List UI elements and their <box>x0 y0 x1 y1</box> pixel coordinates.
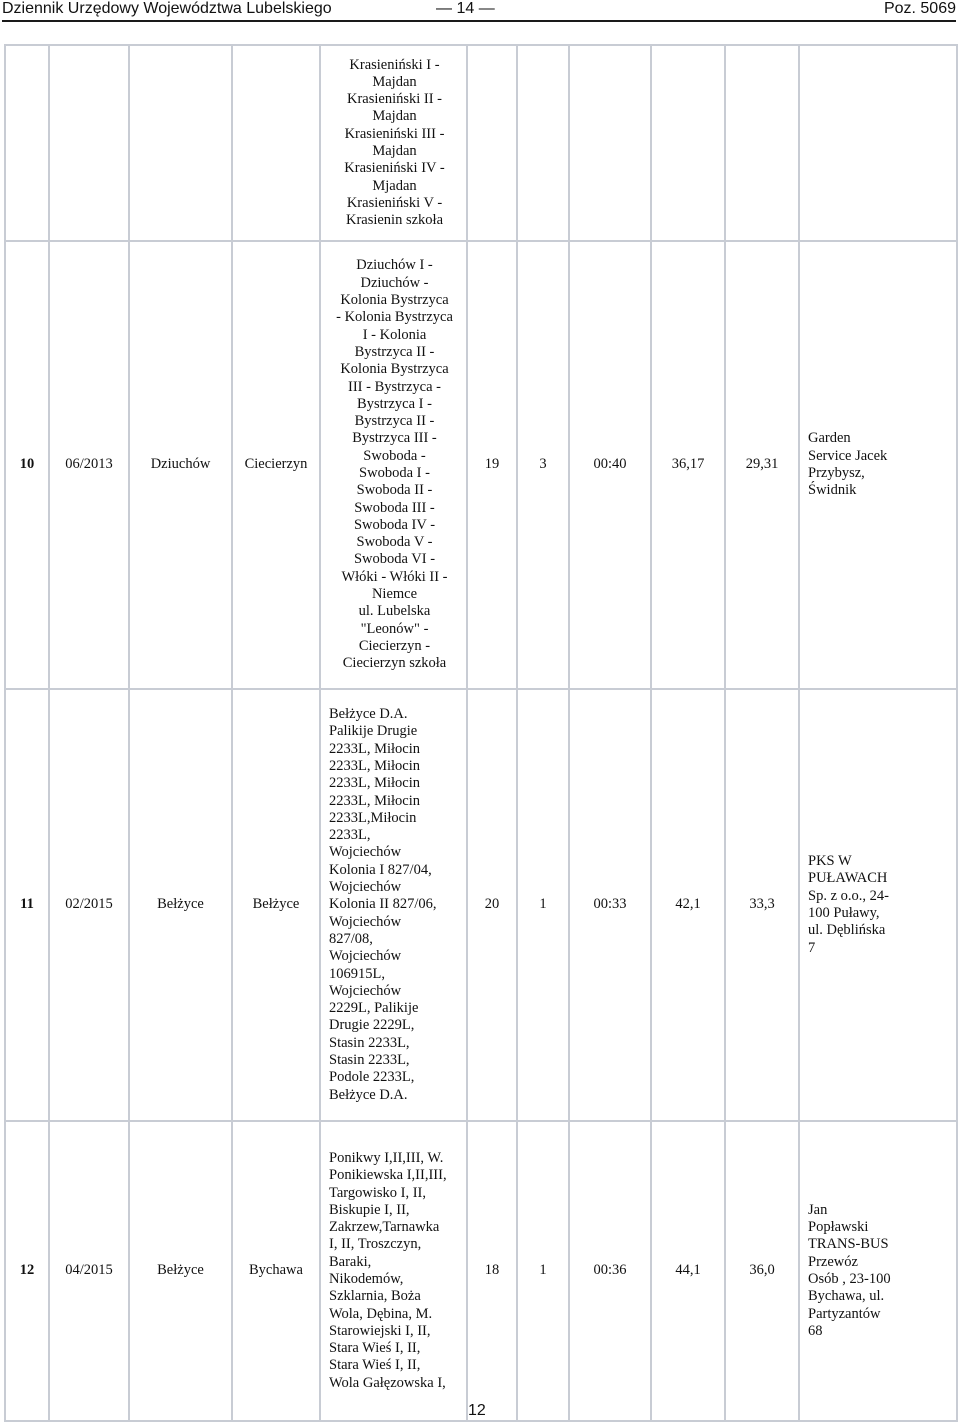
route-length-alt: 29,31 <box>725 241 799 689</box>
travel-time: 00:36 <box>569 1121 651 1421</box>
route-from: Bełżyce <box>129 1121 232 1421</box>
route-length-alt: 33,3 <box>725 689 799 1121</box>
route-stops-line: 827/08, <box>329 930 373 947</box>
route-stops-line: 2233L,Miłocin <box>329 809 417 826</box>
route-stops-line: Krasieniński II - <box>346 91 443 108</box>
courses-count: 1 <box>517 689 569 1121</box>
operator-line: Bychawa, ul. <box>808 1288 885 1305</box>
operator <box>799 1121 957 1421</box>
operator-line: Świdnik <box>808 482 857 499</box>
route-stops-line: I - Kolonia <box>362 326 427 343</box>
route-stops-line: 2233L, Miłocin <box>329 792 421 809</box>
route-code: 06/2013 <box>49 241 129 689</box>
route-stops-line: Starowiejski I, II, <box>329 1322 431 1339</box>
route-stops-line: Swoboda I - <box>359 465 430 481</box>
route-stops-line: Mjadan <box>372 177 417 194</box>
route-stops-line: Drugie 2229L, <box>329 1017 415 1034</box>
table-row <box>5 241 957 689</box>
position-number: Poz. 5069 <box>883 0 956 17</box>
route-code: 04/2015 <box>49 1121 129 1421</box>
stops-count: 20 <box>467 689 517 1121</box>
route-length: 36,17 <box>651 241 725 689</box>
operator-line: Przewóz <box>808 1253 858 1270</box>
route-stops-line: "Leonów" - <box>360 620 429 637</box>
operator-line: Garden <box>808 430 851 447</box>
operator-line: 100 Puławy, <box>808 905 880 921</box>
route-stops-line: Targowisko I, II, <box>329 1184 426 1201</box>
route-stops-line: Stasin 2233L, <box>329 1034 410 1051</box>
route-stops-line: ul. Lubelska <box>358 603 431 620</box>
route-stops-line: 106915L, <box>329 965 385 982</box>
route-number: 12 <box>5 1121 49 1421</box>
stops-count <box>467 45 517 241</box>
route-stops <box>320 241 467 689</box>
page-footer-number: 12 <box>468 1402 486 1419</box>
route-stops-line: Szklarnia, Boża <box>329 1288 421 1305</box>
route-stops-line: Dziuchów - <box>360 274 429 291</box>
route-stops-line: Ponikwy I,II,III, W. <box>329 1149 444 1166</box>
route-stops-line: Bystrzyca II - <box>354 413 435 430</box>
stops-count: 18 <box>467 1121 517 1421</box>
route-from <box>129 45 232 241</box>
page-header <box>0 0 960 18</box>
route-stops-line: Swoboda - <box>363 447 426 464</box>
route-stops-line: 2233L, Miłocin <box>329 775 421 792</box>
operator-line: PUŁAWACH <box>808 870 888 887</box>
courses-count <box>517 45 569 241</box>
table-row <box>5 1121 957 1421</box>
route-stops-line: Bystrzyca II - <box>354 343 435 360</box>
route-stops-line: Krasieniński I - <box>349 56 440 73</box>
route-stops-line: Biskupie I, II, <box>329 1201 410 1218</box>
table-row <box>5 689 957 1121</box>
route-stops-line: Swoboda II - <box>356 482 433 499</box>
route-number: 11 <box>5 689 49 1121</box>
route-length-alt: 36,0 <box>725 1121 799 1421</box>
stops-count: 19 <box>467 241 517 689</box>
route-stops-line: Swoboda IV - <box>353 516 436 533</box>
route-length-alt <box>725 45 799 241</box>
route-stops-line: Krasieniński IV - <box>344 160 445 177</box>
route-stops-line: Stara Wieś I, II, <box>329 1357 421 1374</box>
operator-line: ul. Dęblińska <box>808 922 886 939</box>
operator-line: Przybysz, <box>808 465 865 481</box>
route-stops-line: Wola, Dębina, M. <box>329 1305 433 1322</box>
route-code <box>49 45 129 241</box>
route-stops-line: Swoboda V - <box>356 534 433 551</box>
operator-line: 7 <box>808 939 816 956</box>
header-rule <box>2 20 956 22</box>
route-stops-line: 2233L, Miłocin <box>329 740 421 757</box>
route-length: 44,1 <box>651 1121 725 1421</box>
route-stops-line: 2229L, Palikije <box>329 1000 419 1017</box>
route-stops-line: Swoboda VI - <box>353 551 436 568</box>
route-stops-line: Bystrzyca I - <box>357 395 432 412</box>
route-stops-line: Zakrzew,Tarnawka <box>329 1219 440 1236</box>
route-length: 42,1 <box>651 689 725 1121</box>
travel-time <box>569 45 651 241</box>
route-stops-line: Wojciechów <box>329 913 402 930</box>
operator-line: Service Jacek <box>808 447 888 464</box>
operator-line: Partyzantów <box>808 1305 881 1322</box>
route-stops-line: Kolonia Bystrzyca <box>340 292 449 309</box>
route-stops-line: 2233L, Miłocin <box>329 757 421 774</box>
operator-line: 68 <box>808 1322 823 1339</box>
route-stops-line: Majdan <box>372 73 417 90</box>
operator-line: Osób , 23-100 <box>808 1271 891 1287</box>
route-code: 02/2015 <box>49 689 129 1121</box>
route-stops-line: Wojciechów <box>329 982 402 999</box>
route-stops-line: Niemce <box>371 586 418 603</box>
courses-count: 1 <box>517 1121 569 1421</box>
route-to <box>232 45 320 241</box>
route-length <box>651 45 725 241</box>
page-number-header: — 14 — <box>436 0 495 17</box>
route-stops <box>320 45 467 241</box>
operator <box>799 45 957 241</box>
route-from: Dziuchów <box>129 241 232 689</box>
route-stops-line: 2233L, <box>329 827 371 844</box>
operator-line: Sp. z o.o., 24- <box>808 887 889 904</box>
route-stops-line: Stasin 2233L, <box>329 1052 410 1069</box>
route-stops-line: Podole 2233L, <box>329 1069 415 1086</box>
travel-time: 00:40 <box>569 241 651 689</box>
route-stops-line: Ciecierzyn szkoła <box>342 655 447 672</box>
route-stops-line: Krasieniński III - <box>344 125 445 142</box>
route-number: 10 <box>5 241 49 689</box>
route-to: Bychawa <box>232 1121 320 1421</box>
route-stops-line: Stara Wieś I, II, <box>329 1340 421 1357</box>
table-row <box>5 45 957 241</box>
route-stops-line: Bystrzyca III - <box>352 430 437 447</box>
operator-line: TRANS-BUS <box>808 1236 889 1253</box>
route-stops-line: Nikodemów, <box>329 1271 404 1287</box>
route-stops-line: Wojciechów <box>329 879 402 896</box>
route-stops-line: - Kolonia Bystrzyca <box>336 309 453 326</box>
route-number <box>5 45 49 241</box>
operator-line: PKS W <box>808 853 852 870</box>
route-stops <box>320 1121 467 1421</box>
route-stops-line: Kolonia Bystrzyca <box>340 361 449 378</box>
route-stops <box>320 689 467 1121</box>
route-stops-line: Kolonia II 827/06, <box>329 896 437 913</box>
operator <box>799 689 957 1121</box>
courses-count: 3 <box>517 241 569 689</box>
route-stops-line: Kolonia I 827/04, <box>329 861 432 878</box>
route-table <box>4 44 958 1422</box>
route-stops-line: Wola Gałęzowska I, <box>329 1374 446 1391</box>
route-stops-line: Włóki - Włóki II - <box>341 568 448 585</box>
route-to: Bełżyce <box>232 689 320 1121</box>
route-stops-line: Majdan <box>372 108 417 125</box>
route-stops-line: Swoboda III - <box>354 499 435 516</box>
route-stops-line: I, II, Troszczyn, <box>329 1236 422 1253</box>
route-stops-line: Krasienin szkoła <box>345 212 444 229</box>
route-stops-line: Wojciechów <box>329 844 402 861</box>
route-stops-line: Bełżyce D.A. <box>329 706 408 723</box>
journal-title: Dziennik Urzędowy Województwa Lubelskiego <box>2 0 332 17</box>
route-stops-line: Baraki, <box>329 1253 372 1270</box>
route-stops-line: Ciecierzyn - <box>358 637 431 654</box>
route-to: Ciecierzyn <box>232 241 320 689</box>
route-stops-line: Dziuchów I - <box>356 257 433 274</box>
operator-line: Jan <box>808 1201 828 1218</box>
route-stops-line: Wojciechów <box>329 948 402 965</box>
route-stops-line: III - Bystrzyca - <box>348 378 441 395</box>
operator <box>799 241 957 689</box>
operator-line: Popławski <box>808 1219 869 1236</box>
route-stops-line: Ponikiewska I,II,III, <box>329 1167 447 1184</box>
route-stops-line: Krasieniński V - <box>346 194 443 211</box>
route-stops-line: Majdan <box>372 143 417 159</box>
travel-time: 00:33 <box>569 689 651 1121</box>
route-stops-line: Bełżyce D.A. <box>329 1086 408 1103</box>
route-from: Bełżyce <box>129 689 232 1121</box>
route-stops-line: Palikije Drugie <box>329 723 418 740</box>
